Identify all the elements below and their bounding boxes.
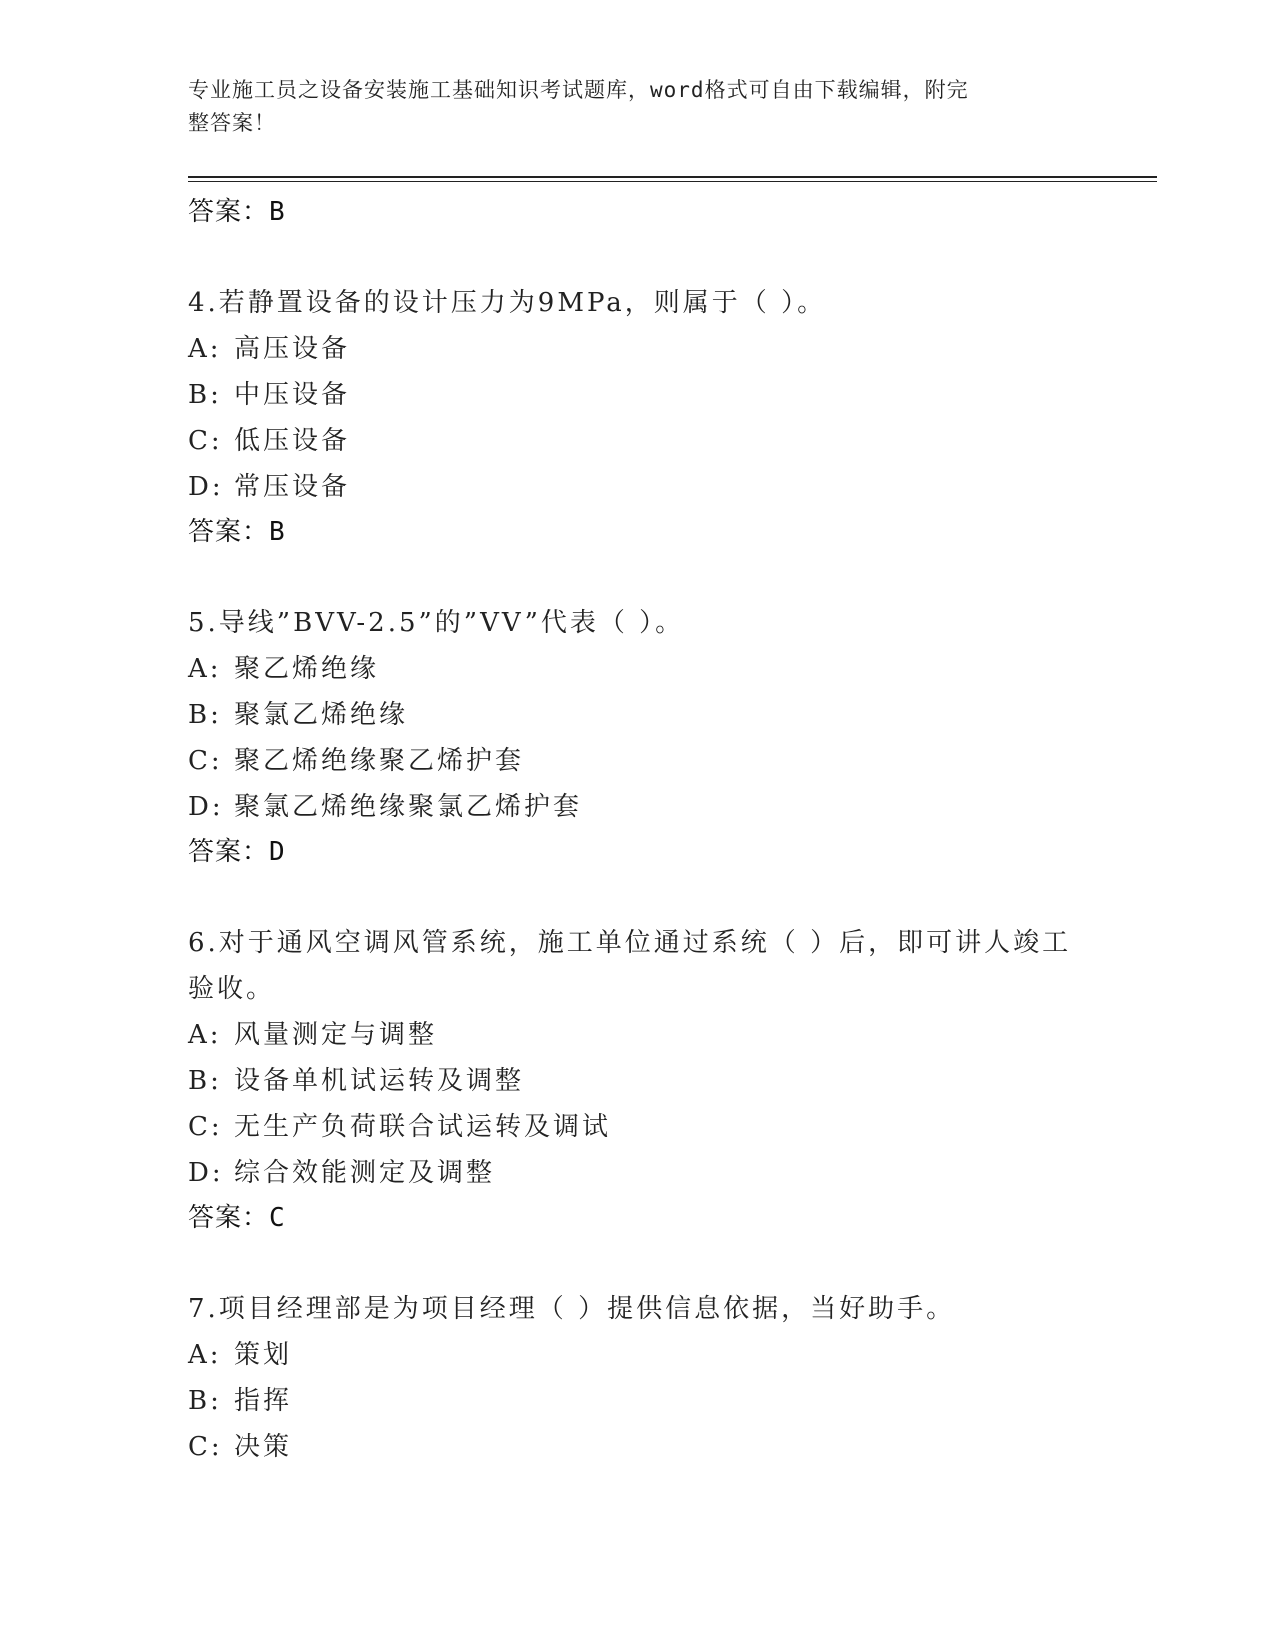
header-divider-thick (188, 176, 1157, 178)
option-d (188, 784, 1088, 830)
option-letter: A: (188, 1340, 222, 1370)
option-a (188, 1332, 1088, 1378)
header-line-1: 专业施工员之设备安装施工基础知识考试题库，word格式可自由下载编辑，附完 (188, 78, 969, 102)
option-text: 聚氯乙烯绝缘聚氯乙烯护套 (234, 792, 583, 822)
option-letter: B: (188, 1386, 222, 1416)
question-5 (188, 600, 1088, 874)
option-letter: B: (188, 700, 222, 730)
document-header (188, 74, 1068, 140)
option-d (188, 464, 1088, 510)
option-text: 指挥 (234, 1386, 293, 1416)
question-stem: 4.若静置设备的设计压力为9MPa，则属于（ ）。 (188, 288, 827, 318)
answer-line (188, 830, 1088, 874)
option-text: 无生产负荷联合试运转及调试 (234, 1112, 612, 1142)
option-text: 低压设备 (234, 426, 351, 456)
option-letter: D: (188, 472, 224, 502)
option-d (188, 1150, 1088, 1196)
question-stem-line-1: 6.对于通风空调风管系统，施工单位通过系统（ ）后，即可讲人竣工 (188, 928, 1072, 958)
option-a (188, 326, 1088, 372)
option-letter: D: (188, 1158, 224, 1188)
option-text: 中压设备 (234, 380, 351, 410)
option-text: 决策 (234, 1432, 293, 1462)
option-c (188, 418, 1088, 464)
answer-value: C (269, 1203, 286, 1233)
option-text: 聚氯乙烯绝缘 (234, 700, 409, 730)
question-7 (188, 1286, 1088, 1470)
option-letter: C: (188, 746, 223, 776)
option-letter: A: (188, 1020, 222, 1050)
option-text: 风量测定与调整 (234, 1020, 438, 1050)
header-line-2: 整答案！ (188, 111, 276, 135)
option-c (188, 1424, 1088, 1470)
option-text: 综合效能测定及调整 (234, 1158, 496, 1188)
option-letter: D: (188, 792, 224, 822)
answer-label: 答案： (188, 517, 270, 547)
option-letter: C: (188, 426, 223, 456)
option-letter: B: (188, 1066, 222, 1096)
question-stem: 5.导线”BVV-2.5”的”VV”代表（ ）。 (188, 608, 685, 638)
option-a (188, 646, 1088, 692)
option-text: 高压设备 (234, 334, 351, 364)
option-text: 聚乙烯绝缘聚乙烯护套 (234, 746, 525, 776)
option-b (188, 1058, 1088, 1104)
option-b (188, 1378, 1088, 1424)
header-divider-thin (188, 181, 1157, 182)
answer-label: 答案： (188, 837, 270, 867)
question-4 (188, 280, 1088, 554)
option-letter: A: (188, 334, 222, 364)
option-c (188, 1104, 1088, 1150)
option-letter: A: (188, 654, 222, 684)
option-c (188, 738, 1088, 784)
question-stem: 7.项目经理部是为项目经理（ ）提供信息依据，当好助手。 (188, 1294, 956, 1324)
option-letter: B: (188, 380, 222, 410)
option-b (188, 692, 1088, 738)
answer-value: D (269, 837, 286, 867)
option-text: 设备单机试运转及调整 (234, 1066, 525, 1096)
option-text: 聚乙烯绝缘 (234, 654, 380, 684)
option-a (188, 1012, 1088, 1058)
answer-value: B (269, 517, 286, 547)
answer-line (188, 1196, 1088, 1240)
document-body (188, 190, 1088, 1470)
option-text: 常压设备 (234, 472, 351, 502)
option-letter: C: (188, 1432, 223, 1462)
answer-label: 答案： (188, 197, 270, 227)
answer-line (188, 510, 1088, 554)
answer-line (188, 190, 1088, 234)
answer-label: 答案： (188, 1203, 270, 1233)
option-b (188, 372, 1088, 418)
question-stem-line-2: 验收。 (188, 974, 276, 1004)
option-text: 策划 (234, 1340, 293, 1370)
question-6 (188, 920, 1088, 1240)
answer-value: B (269, 197, 286, 227)
option-letter: C: (188, 1112, 223, 1142)
